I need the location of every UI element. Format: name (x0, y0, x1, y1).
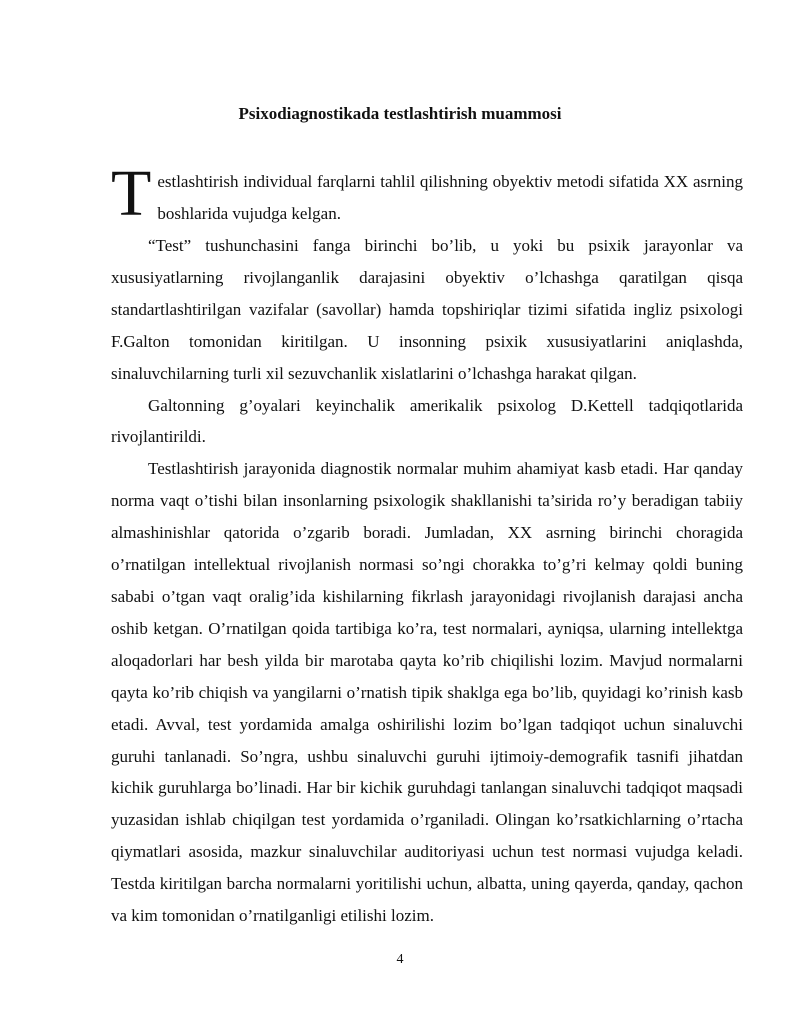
page-title: Psixodiagnostikada testlashtirish muammosi (238, 104, 562, 123)
paragraph-1-text: estlashtirish individual farqlarni tahlil qilishning obyektiv metodi sifatida XX asrning boshlarida vujudga kelgan. (157, 172, 743, 223)
paragraph-1 (111, 157, 743, 230)
paragraph-2: “Test” tushunchasini fanga birinchi bo’lib, u yoki bu psixik jarayonlar va xususiyatlarning rivojlanganlik darajasini obyektiv o’lchashga qaratilgan qisqa standartlashtirilgan vazifalar (savollar) hamda topshiriqlar tizimi sifatida ingliz psixologi F.Galton tomonidan kiritilgan. U insonning psixik xususiyatlarini aniqlashda, sinaluvchilarning turli xil sezuvchanlik xislatlarini o’lchashga harakat qilgan. (111, 236, 743, 383)
document-body (111, 157, 743, 932)
drop-cap: T (111, 157, 152, 230)
page-number: 4 (396, 952, 404, 967)
paragraph-4: Testlashtirish jarayonida diagnostik normalar muhim ahamiyat kasb etadi. Har qanday norma vaqt o’tishi bilan insonlarning psixologik shakllanishi ta’sirida ro’y beradigan tabiiy almashinishlar qatorida o’zgarib boradi. Jumladan, XX asrning birinchi choragida o’rnatilgan intellektual rivojlanish normasi so’ngi chorakka to’g’ri kelmay qoldi buning sababi o’tgan vaqt oralig’ida kishilarning fikrlash jarayonidagi rivojlanish darajasi ancha oshib ketgan. O’rnatilgan qoida tartibiga ko’ra, test normalari, ayniqsa, ularning intellektga aloqadorlari har besh yilda bir marotaba qayta ko’rib chiqilishi lozim. Mavjud normalarni qayta ko’rib chiqish va yangilarni o’rnatish tipik shaklga ega bo’lib, quyidagi ko’rinish kasb etadi. Avval, test yordamida amalga oshirilishi lozim bo’lgan tadqiqot uchun sinaluvchi guruhi tanlanadi. So’ngra, ushbu sinaluvchi guruhi ijtimoiy-demografik tasnifi jihatdan kichik guruhlarga bo’linadi. Har bir kichik guruhdagi tanlangan sinaluvchi tadqiqot maqsadi yuzasidan ishlab chiqilgan test yordamida o’rganiladi. Olingan ko’rsatkichlarning o’rtacha qiymatlari asosida, mazkur sinaluvchilar auditoriyasi uchun test normasi vujudga keladi. Testda kiritilgan barcha normalarni yoritilishi uchun, albatta, uning qayerda, qanday, qachon va kim tomonidan o’rnatilganligi etilishi lozim. (111, 459, 743, 926)
paragraph-3: Galtonning g’oyalari keyinchalik amerikalik psixolog D.Kettell tadqiqotlarida rivojlantirildi. (111, 395, 743, 447)
